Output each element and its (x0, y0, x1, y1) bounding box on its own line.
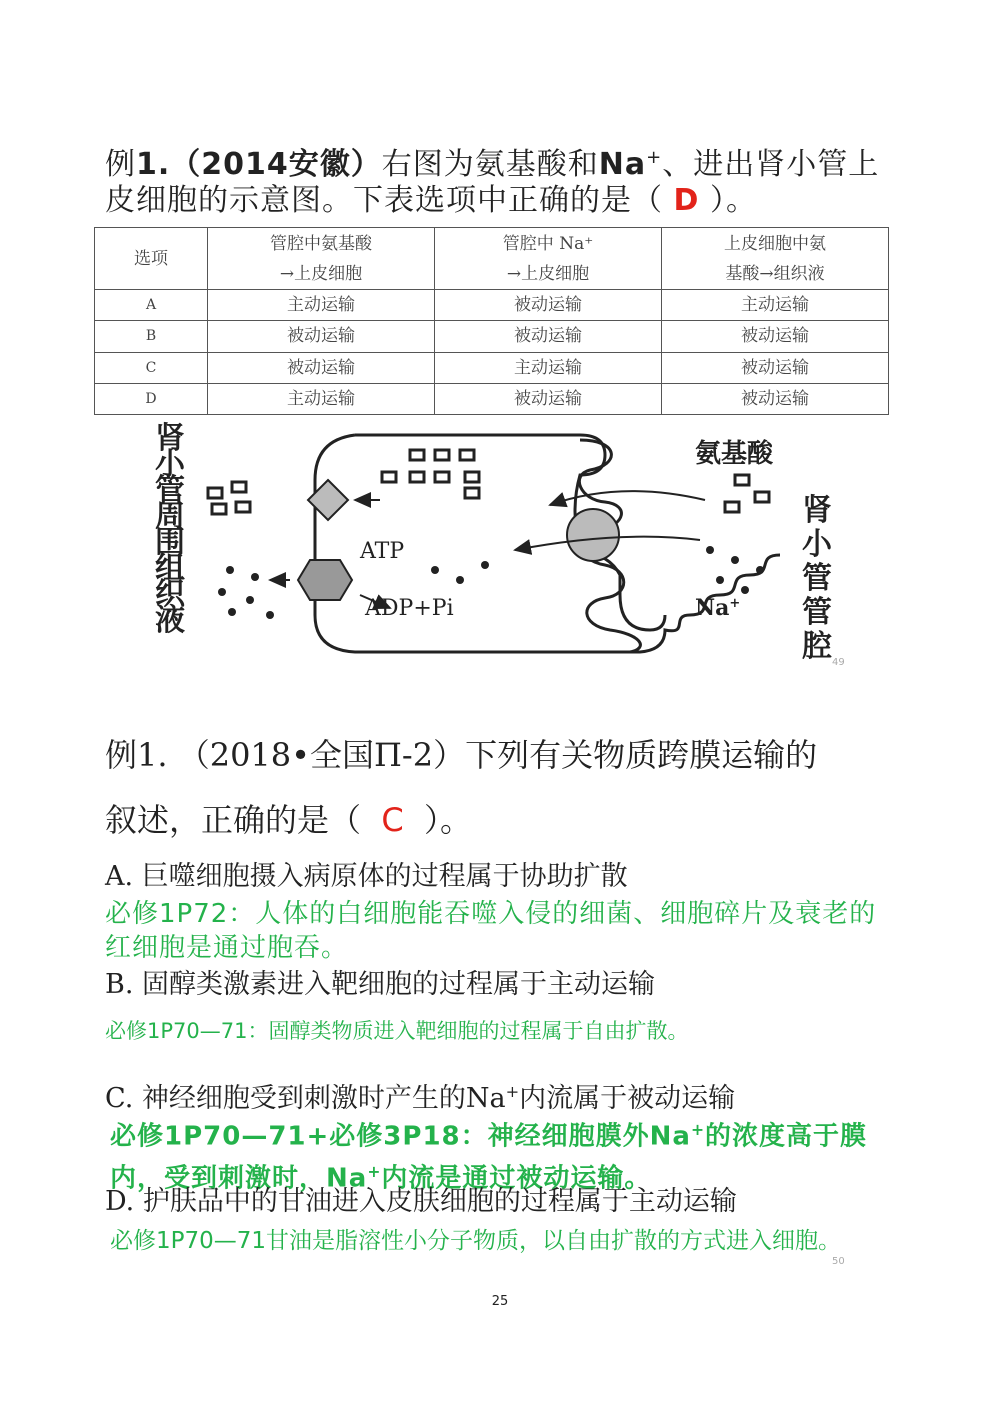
vertical-char: 小 (802, 527, 832, 562)
vertical-char: 小 (155, 447, 185, 482)
example2-line1: 例1. （2018•全国Π-2）下列有关物质跨膜运输的 (105, 736, 818, 774)
example2-line2 (105, 800, 905, 840)
table-row (95, 321, 889, 352)
header-cell (662, 228, 889, 290)
header-text: →上皮细胞 (506, 263, 590, 284)
option-b: B. 固醇类激素进入靶细胞的过程属于主动运输 (105, 969, 656, 1000)
q-text2: 、进出肾小管上 (662, 147, 880, 182)
note-c (110, 1113, 900, 1196)
q-na-sup: + (646, 147, 663, 168)
line2b: ）。 (424, 801, 473, 839)
header-text: 管腔中氨基酸 (270, 233, 372, 254)
table-cell: D (95, 383, 208, 414)
table-cell: 被动运输 (208, 321, 435, 352)
answer-d: D (673, 183, 700, 218)
na-label-sup: + (729, 596, 741, 611)
example1-line1 (105, 140, 895, 183)
amino-acid-squares-cell (382, 450, 479, 498)
q-source: （2014安徽） (170, 147, 382, 182)
table-cell: B (95, 321, 208, 352)
table-cell: 主动运输 (208, 290, 435, 321)
note-b: 必修1P70—71：固醇类物质进入靶细胞的过程属于自由扩散。 (105, 1019, 689, 1043)
vertical-char: 肾 (802, 493, 832, 528)
example1-line2 (105, 183, 895, 219)
vertical-char: 管 (155, 473, 185, 508)
atp-label: ATP (360, 539, 405, 564)
table-cell: 被动运输 (208, 352, 435, 383)
vertical-char: 腔 (802, 629, 832, 664)
vertical-char: 管 (802, 595, 832, 630)
slide-number-49: 49 (832, 657, 845, 668)
transport-diagram (150, 420, 850, 670)
q-number: 1. (136, 147, 171, 182)
q-line2a: 皮细胞的示意图。下表选项中正确的是（ (105, 183, 663, 218)
option-a: A. 巨噬细胞摄入病原体的过程属于协助扩散 (105, 861, 628, 892)
left-label (155, 421, 186, 638)
table-row (95, 352, 889, 383)
table-cell: A (95, 290, 208, 321)
atpase-hexagon (298, 560, 352, 600)
table-cell: 被动运输 (662, 383, 889, 414)
option-d: D. 护肤品中的甘油进入皮肤细胞的过程属于主动运输 (105, 1186, 737, 1217)
header-cell (208, 228, 435, 290)
vertical-char: 组 (155, 551, 185, 586)
note-d: 必修1P70—71甘油是脂溶性小分子物质，以自由扩散的方式进入细胞。 (110, 1228, 842, 1254)
table-cell: C (95, 352, 208, 383)
circle-transporter (567, 509, 619, 561)
note-c-c: 内流是通过被动运输。 (381, 1163, 652, 1194)
na-label-text: Na (695, 595, 730, 621)
table-cell: 被动运输 (662, 321, 889, 352)
page-number: 25 (491, 1294, 509, 1309)
vertical-char: 肾 (155, 421, 185, 456)
table-cell: 被动运输 (435, 290, 662, 321)
option-c-a: C. 神经细胞受到刺激时产生的Na (105, 1083, 506, 1114)
header-cell (435, 228, 662, 290)
options-table (94, 227, 889, 415)
header-text: 管腔中 Na⁺ (502, 233, 594, 254)
amino-acid-squares-left (208, 482, 250, 514)
vertical-char: 织 (155, 577, 185, 612)
table-cell: 主动运输 (662, 290, 889, 321)
note-c-b: 的浓度高于膜内，受到刺激时，Na (110, 1121, 868, 1194)
amino-acid-squares-right (725, 475, 769, 512)
slide-number-50: 50 (832, 1256, 845, 1267)
q-prefix: 例 (105, 147, 136, 182)
amino-acid-label: 氨基酸 (695, 439, 774, 469)
option-c-sup: + (505, 1082, 520, 1101)
option-c (105, 1075, 905, 1116)
line2a: 叙述，正确的是（ (105, 801, 362, 839)
table-header-row (95, 228, 889, 290)
note-c-a: 必修1P70—71+必修3P18：神经细胞膜外Na (110, 1121, 691, 1152)
header-text: 选项 (134, 248, 168, 269)
header-cell (95, 228, 208, 290)
header-text: →上皮细胞 (279, 263, 363, 284)
option-c-b: 内流属于被动运输 (519, 1083, 736, 1114)
vertical-char: 围 (155, 525, 185, 560)
table-cell: 被动运输 (662, 352, 889, 383)
table-cell: 被动运输 (435, 321, 662, 352)
note-c-sup2: + (367, 1162, 382, 1181)
header-text: 基酸→组织液 (725, 263, 825, 284)
example1-question (105, 140, 895, 219)
q-text1: 右图为氨基酸和 (381, 147, 599, 182)
table-row (95, 383, 889, 414)
vertical-char: 液 (155, 603, 185, 638)
na-label (695, 595, 740, 621)
table-cell: 主动运输 (208, 383, 435, 414)
vertical-char: 管 (802, 561, 832, 596)
example2-question (105, 735, 905, 840)
answer-c: C (381, 801, 404, 839)
q-line2b: ）。 (710, 183, 757, 218)
vertical-char: 周 (155, 499, 185, 534)
note-a: 必修1P72：人体的白细胞能吞噬入侵的细菌、细胞碎片及衰老的红细胞是通过胞吞。 (105, 899, 877, 963)
q-na: Na (598, 147, 647, 182)
table-cell: 被动运输 (435, 383, 662, 414)
right-label (802, 493, 833, 664)
note-c-sup: + (690, 1121, 706, 1139)
header-text: 上皮细胞中氨 (724, 233, 826, 254)
table-row (95, 290, 889, 321)
table-cell: 主动运输 (435, 352, 662, 383)
adp-label: ADP+Pi (365, 596, 454, 621)
